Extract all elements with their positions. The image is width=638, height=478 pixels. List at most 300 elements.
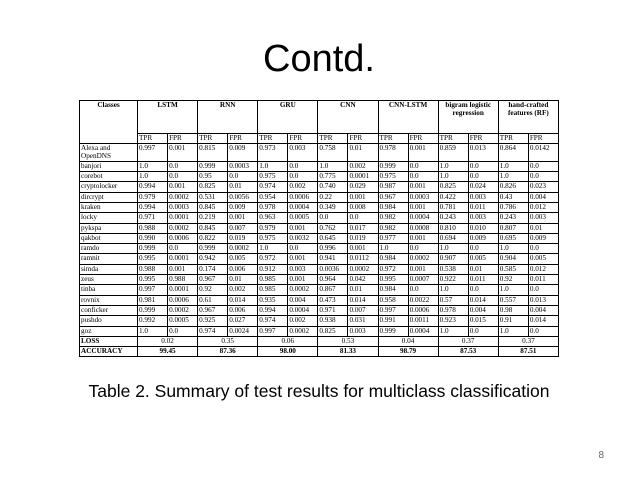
table-cell: 0.987 — [378, 182, 408, 192]
table-cell: 0.999 — [198, 244, 228, 254]
table-cell: 0.0002 — [168, 305, 198, 315]
metric-header: TPR — [438, 134, 468, 144]
table-cell: 0.985 — [258, 285, 288, 295]
table-cell: 0.0 — [348, 213, 378, 223]
table-cell: 0.002 — [228, 285, 258, 295]
table-cell: 0.912 — [258, 264, 288, 274]
table-cell: 0.0032 — [288, 233, 318, 243]
class-name: goz — [80, 326, 138, 336]
class-name: conficker — [80, 305, 138, 315]
table-cell: 0.002 — [288, 316, 318, 326]
table-cell: 1.0 — [438, 285, 468, 295]
table-cell: 0.009 — [468, 233, 498, 243]
metric-header: FPR — [408, 134, 438, 144]
metric-header: TPR — [258, 134, 288, 144]
table-row — [80, 182, 559, 192]
table-cell: 0.845 — [198, 223, 228, 233]
table-cell: 0.740 — [318, 182, 348, 192]
accuracy-label: ACCURACY — [80, 347, 138, 357]
table-cell: 0.990 — [138, 233, 168, 243]
table-cell: 0.942 — [198, 254, 228, 264]
table-cell: 0.001 — [168, 264, 198, 274]
table-caption: Table 2. Summary of test results for multiclass classification — [88, 381, 550, 401]
table-cell: 0.967 — [378, 192, 408, 202]
accuracy-value: 98.79 — [378, 347, 438, 357]
table-cell: 0.0142 — [528, 144, 558, 162]
table-cell: 0.001 — [408, 144, 438, 162]
table-cell: 0.971 — [318, 305, 348, 315]
table-cell: 0.0006 — [168, 233, 198, 243]
table-cell: 0.0 — [528, 244, 558, 254]
table-cell: 0.023 — [528, 182, 558, 192]
table-cell: 0.003 — [288, 144, 318, 162]
table-cell: 0.0004 — [288, 203, 318, 213]
table-cell: 0.0024 — [228, 326, 258, 336]
table-cell: 0.0112 — [348, 254, 378, 264]
table-cell: 0.0003 — [168, 203, 198, 213]
table-row — [80, 285, 559, 295]
table-cell: 0.975 — [258, 172, 288, 182]
table-cell: 0.011 — [468, 275, 498, 285]
table-cell: 0.864 — [498, 144, 528, 162]
table-cell: 0.825 — [318, 326, 348, 336]
table-cell: 0.0002 — [408, 254, 438, 264]
table-cell: 0.004 — [528, 305, 558, 315]
table-cell: 0.997 — [138, 144, 168, 162]
table-cell: 0.531 — [198, 192, 228, 202]
table-cell: 0.01 — [348, 285, 378, 295]
table-cell: 0.0001 — [168, 285, 198, 295]
table-cell: 0.997 — [138, 285, 168, 295]
class-name: ramnit — [80, 254, 138, 264]
table-row — [80, 213, 559, 223]
table-cell: 0.845 — [198, 203, 228, 213]
table-cell: 0.001 — [408, 233, 438, 243]
table-cell: 0.810 — [438, 223, 468, 233]
table-cell: 0.867 — [318, 285, 348, 295]
class-name: locky — [80, 213, 138, 223]
table-cell: 0.904 — [498, 254, 528, 264]
table-cell: 0.014 — [468, 295, 498, 305]
table-cell: 0.0 — [468, 161, 498, 171]
table-cell: 0.042 — [348, 275, 378, 285]
table-cell: 0.762 — [318, 223, 348, 233]
table-cell: 0.001 — [288, 275, 318, 285]
table-cell: 0.0 — [168, 161, 198, 171]
table-cell: 0.43 — [498, 192, 528, 202]
table-cell: 0.964 — [318, 275, 348, 285]
table-cell: 0.0004 — [408, 326, 438, 336]
metric-header: TPR — [138, 134, 168, 144]
table-cell: 0.807 — [498, 223, 528, 233]
table-cell: 0.001 — [228, 213, 258, 223]
table-cell: 0.984 — [378, 254, 408, 264]
table-cell: 0.974 — [258, 316, 288, 326]
table-cell: 0.003 — [288, 264, 318, 274]
table-cell: 1.0 — [498, 244, 528, 254]
table-cell: 0.958 — [378, 295, 408, 305]
loss-value: 0.04 — [378, 336, 438, 346]
table-cell: 0.012 — [528, 203, 558, 213]
table-cell: 0.01 — [468, 264, 498, 274]
table-cell: 0.0001 — [168, 254, 198, 264]
table-cell: 0.0005 — [168, 316, 198, 326]
table-cell: 0.012 — [528, 264, 558, 274]
table-cell: 0.01 — [228, 182, 258, 192]
table-cell: 0.422 — [438, 192, 468, 202]
table-cell: 0.694 — [438, 233, 468, 243]
table-cell: 0.781 — [438, 203, 468, 213]
table-cell: 0.0006 — [168, 295, 198, 305]
table-cell: 0.009 — [528, 233, 558, 243]
table-cell: 0.972 — [378, 264, 408, 274]
table-cell: 0.0 — [528, 161, 558, 171]
metric-header: TPR — [498, 134, 528, 144]
table-cell: 0.0001 — [168, 213, 198, 223]
class-name: cryptolocker — [80, 182, 138, 192]
table-cell: 1.0 — [438, 172, 468, 182]
table-cell: 1.0 — [138, 172, 168, 182]
table-cell: 0.975 — [258, 233, 288, 243]
table-cell: 0.0003 — [228, 161, 258, 171]
table-cell: 0.984 — [378, 285, 408, 295]
loss-value: 0.37 — [498, 336, 558, 346]
table-cell: 0.61 — [198, 295, 228, 305]
table-cell: 0.006 — [228, 305, 258, 315]
table-cell: 0.001 — [288, 254, 318, 264]
table-row — [80, 223, 559, 233]
accuracy-value: 87.51 — [498, 347, 558, 357]
loss-value: 0.37 — [438, 336, 498, 346]
table-cell: 0.006 — [228, 264, 258, 274]
table-row — [80, 275, 559, 285]
loss-value: 0.35 — [198, 336, 258, 346]
model-header: CNN — [318, 101, 378, 134]
table-row — [80, 295, 559, 305]
table-cell: 0.974 — [258, 182, 288, 192]
table-cell: 0.695 — [498, 233, 528, 243]
table-cell: 0.982 — [378, 213, 408, 223]
table-cell: 0.0004 — [288, 305, 318, 315]
metric-header: FPR — [468, 134, 498, 144]
table-cell: 0.019 — [228, 233, 258, 243]
table-cell: 0.01 — [528, 223, 558, 233]
table-cell: 0.243 — [498, 213, 528, 223]
model-header: LSTM — [138, 101, 198, 134]
table-cell: 0.0 — [168, 244, 198, 254]
loss-value: 0.02 — [138, 336, 198, 346]
table-cell: 0.0 — [318, 213, 348, 223]
table-cell: 0.01 — [348, 144, 378, 162]
table-cell: 0.0001 — [348, 172, 378, 182]
table-cell: 0.22 — [318, 192, 348, 202]
metric-header: TPR — [378, 134, 408, 144]
table-cell: 0.923 — [438, 316, 468, 326]
model-header-row — [80, 101, 559, 134]
table-cell: 0.557 — [498, 295, 528, 305]
table-cell: 0.011 — [528, 275, 558, 285]
table-cell: 0.0 — [408, 285, 438, 295]
table-cell: 0.971 — [138, 213, 168, 223]
table-cell: 0.0 — [288, 172, 318, 182]
table-cell: 0.978 — [378, 144, 408, 162]
table-cell: 0.031 — [348, 316, 378, 326]
table-cell: 0.925 — [198, 316, 228, 326]
table-cell: 0.822 — [198, 233, 228, 243]
table-cell: 0.981 — [138, 295, 168, 305]
class-name: rovnix — [80, 295, 138, 305]
metric-header: FPR — [528, 134, 558, 144]
table-cell: 0.0036 — [318, 264, 348, 274]
table-cell: 0.015 — [468, 316, 498, 326]
class-name: pykspa — [80, 223, 138, 233]
table-cell: 0.0007 — [408, 275, 438, 285]
loss-label: LOSS — [80, 336, 138, 346]
table-cell: 0.0002 — [168, 223, 198, 233]
table-cell: 0.0002 — [288, 326, 318, 336]
table-cell: 0.219 — [198, 213, 228, 223]
table-cell: 0.017 — [348, 223, 378, 233]
metric-header-row — [80, 134, 559, 144]
table-cell: 0.0 — [528, 285, 558, 295]
table-cell: 0.007 — [348, 305, 378, 315]
slide-title: Contd. — [263, 38, 375, 80]
table-cell: 0.0 — [228, 172, 258, 182]
class-name: zeus — [80, 275, 138, 285]
model-header: hand-crafted features (RF) — [498, 101, 558, 134]
table-cell: 0.984 — [378, 203, 408, 213]
model-header: CNN-LSTM — [378, 101, 438, 134]
table-cell: 1.0 — [258, 161, 288, 171]
table-cell: 1.0 — [498, 161, 528, 171]
table-row — [80, 233, 559, 243]
table-cell: 0.859 — [438, 144, 468, 162]
table-cell: 0.0003 — [408, 192, 438, 202]
table-cell: 0.975 — [378, 172, 408, 182]
table-cell: 0.019 — [348, 233, 378, 243]
class-name: dircrypt — [80, 192, 138, 202]
table-cell: 0.91 — [498, 316, 528, 326]
class-name: qakbot — [80, 233, 138, 243]
table-cell: 0.0002 — [348, 264, 378, 274]
results-table-body — [80, 144, 559, 357]
accuracy-value: 98.00 — [258, 347, 318, 357]
table-cell: 1.0 — [138, 161, 168, 171]
model-header: bigram logistic regression — [438, 101, 498, 134]
table-cell: 0.011 — [468, 203, 498, 213]
table-cell: 0.978 — [258, 203, 288, 213]
table-cell: 0.994 — [258, 305, 288, 315]
table-row — [80, 305, 559, 315]
table-cell: 0.349 — [318, 203, 348, 213]
table-cell: 0.013 — [468, 144, 498, 162]
table-cell: 0.027 — [228, 316, 258, 326]
model-header: RNN — [198, 101, 258, 134]
table-cell: 0.0011 — [408, 316, 438, 326]
table-cell: 0.758 — [318, 144, 348, 162]
table-cell: 0.988 — [168, 275, 198, 285]
class-name: pushdo — [80, 316, 138, 326]
table-cell: 0.997 — [258, 326, 288, 336]
table-cell: 0.014 — [528, 316, 558, 326]
table-cell: 0.0008 — [408, 223, 438, 233]
table-cell: 0.005 — [528, 254, 558, 264]
table-row — [80, 144, 559, 162]
table-cell: 0.954 — [258, 192, 288, 202]
table-cell: 0.005 — [228, 254, 258, 264]
class-name: tinba — [80, 285, 138, 295]
table-cell: 0.003 — [468, 213, 498, 223]
table-cell: 0.988 — [138, 223, 168, 233]
class-name: simda — [80, 264, 138, 274]
table-cell: 0.825 — [438, 182, 468, 192]
table-cell: 0.001 — [288, 223, 318, 233]
table-cell: 0.999 — [378, 161, 408, 171]
metric-header: FPR — [228, 134, 258, 144]
table-cell: 0.174 — [198, 264, 228, 274]
table-cell: 0.979 — [258, 223, 288, 233]
table-cell: 0.645 — [318, 233, 348, 243]
table-row — [80, 203, 559, 213]
table-cell: 0.003 — [528, 213, 558, 223]
table-cell: 0.001 — [408, 264, 438, 274]
table-cell: 1.0 — [498, 172, 528, 182]
class-name: ramdo — [80, 244, 138, 254]
table-cell: 0.0 — [528, 172, 558, 182]
table-cell: 0.0 — [468, 285, 498, 295]
table-cell: 0.001 — [408, 203, 438, 213]
table-cell: 0.014 — [348, 295, 378, 305]
table-cell: 0.0002 — [288, 285, 318, 295]
table-cell: 0.997 — [378, 305, 408, 315]
table-cell: 0.002 — [288, 182, 318, 192]
table-cell: 0.014 — [228, 295, 258, 305]
table-cell: 0.95 — [198, 172, 228, 182]
table-cell: 0.004 — [288, 295, 318, 305]
table-cell: 0.001 — [348, 192, 378, 202]
table-cell: 0.999 — [378, 326, 408, 336]
table-row — [80, 326, 559, 336]
page-number: 8 — [598, 450, 604, 461]
table-cell: 1.0 — [438, 161, 468, 171]
table-cell: 0.029 — [348, 182, 378, 192]
table-cell: 0.0 — [168, 172, 198, 182]
table-cell: 0.999 — [138, 244, 168, 254]
table-cell: 0.0 — [468, 244, 498, 254]
table-cell: 0.003 — [468, 192, 498, 202]
table-cell: 0.002 — [348, 161, 378, 171]
metric-header: FPR — [348, 134, 378, 144]
table-cell: 0.938 — [318, 316, 348, 326]
table-cell: 0.991 — [378, 316, 408, 326]
table-cell: 0.0056 — [228, 192, 258, 202]
class-name: kraken — [80, 203, 138, 213]
accuracy-value: 81.33 — [318, 347, 378, 357]
table-row — [80, 244, 559, 254]
table-cell: 0.977 — [378, 233, 408, 243]
results-table-container — [79, 100, 559, 357]
table-cell: 0.974 — [198, 326, 228, 336]
table-cell: 0.98 — [498, 305, 528, 315]
table-cell: 0.004 — [528, 192, 558, 202]
loss-value: 0.06 — [258, 336, 318, 346]
metric-header: FPR — [288, 134, 318, 144]
table-cell: 0.982 — [378, 223, 408, 233]
table-cell: 0.008 — [348, 203, 378, 213]
table-cell: 1.0 — [438, 244, 468, 254]
table-cell: 0.996 — [318, 244, 348, 254]
results-table — [79, 100, 559, 357]
table-cell: 0.985 — [258, 275, 288, 285]
table-cell: 0.825 — [198, 182, 228, 192]
table-cell: 0.57 — [438, 295, 468, 305]
table-cell: 1.0 — [498, 326, 528, 336]
table-cell: 1.0 — [318, 161, 348, 171]
table-cell: 0.01 — [228, 275, 258, 285]
table-cell: 0.0 — [288, 244, 318, 254]
table-cell: 1.0 — [378, 244, 408, 254]
table-cell: 0.92 — [498, 275, 528, 285]
table-cell: 0.004 — [468, 305, 498, 315]
accuracy-value: 87.53 — [438, 347, 498, 357]
table-cell: 0.013 — [528, 295, 558, 305]
table-cell: 0.972 — [258, 254, 288, 264]
table-cell: 0.003 — [348, 326, 378, 336]
loss-value: 0.53 — [318, 336, 378, 346]
table-cell: 0.941 — [318, 254, 348, 264]
metric-header: FPR — [168, 134, 198, 144]
table-cell: 0.243 — [438, 213, 468, 223]
table-cell: 0.0 — [468, 326, 498, 336]
table-cell: 0.995 — [378, 275, 408, 285]
table-cell: 0.967 — [198, 305, 228, 315]
table-cell: 0.922 — [438, 275, 468, 285]
table-cell: 0.988 — [138, 264, 168, 274]
table-cell: 0.0022 — [408, 295, 438, 305]
table-cell: 1.0 — [138, 326, 168, 336]
table-cell: 0.0006 — [288, 192, 318, 202]
table-row — [80, 172, 559, 182]
table-cell: 0.0002 — [228, 244, 258, 254]
table-cell: 0.0 — [408, 172, 438, 182]
classes-header: Classes — [80, 101, 138, 144]
table-cell: 0.024 — [468, 182, 498, 192]
accuracy-value: 87.36 — [198, 347, 258, 357]
accuracy-value: 99.45 — [138, 347, 198, 357]
table-cell: 0.967 — [198, 275, 228, 285]
table-cell: 0.999 — [198, 161, 228, 171]
table-cell: 1.0 — [258, 244, 288, 254]
table-cell: 0.001 — [168, 144, 198, 162]
table-cell: 0.978 — [438, 305, 468, 315]
table-cell: 0.994 — [138, 203, 168, 213]
class-name: Alexa and OpenDNS — [80, 144, 138, 162]
table-cell: 0.0 — [468, 172, 498, 182]
table-row — [80, 254, 559, 264]
class-name: banjori — [80, 161, 138, 171]
table-cell: 0.009 — [228, 203, 258, 213]
table-cell: 0.009 — [228, 144, 258, 162]
table-row — [80, 316, 559, 326]
table-cell: 0.0006 — [408, 305, 438, 315]
table-cell: 0.0 — [288, 161, 318, 171]
table-cell: 0.473 — [318, 295, 348, 305]
table-cell: 0.995 — [138, 275, 168, 285]
table-cell: 0.994 — [138, 182, 168, 192]
table-cell: 0.585 — [498, 264, 528, 274]
table-cell: 0.005 — [468, 254, 498, 264]
table-cell: 0.001 — [408, 182, 438, 192]
